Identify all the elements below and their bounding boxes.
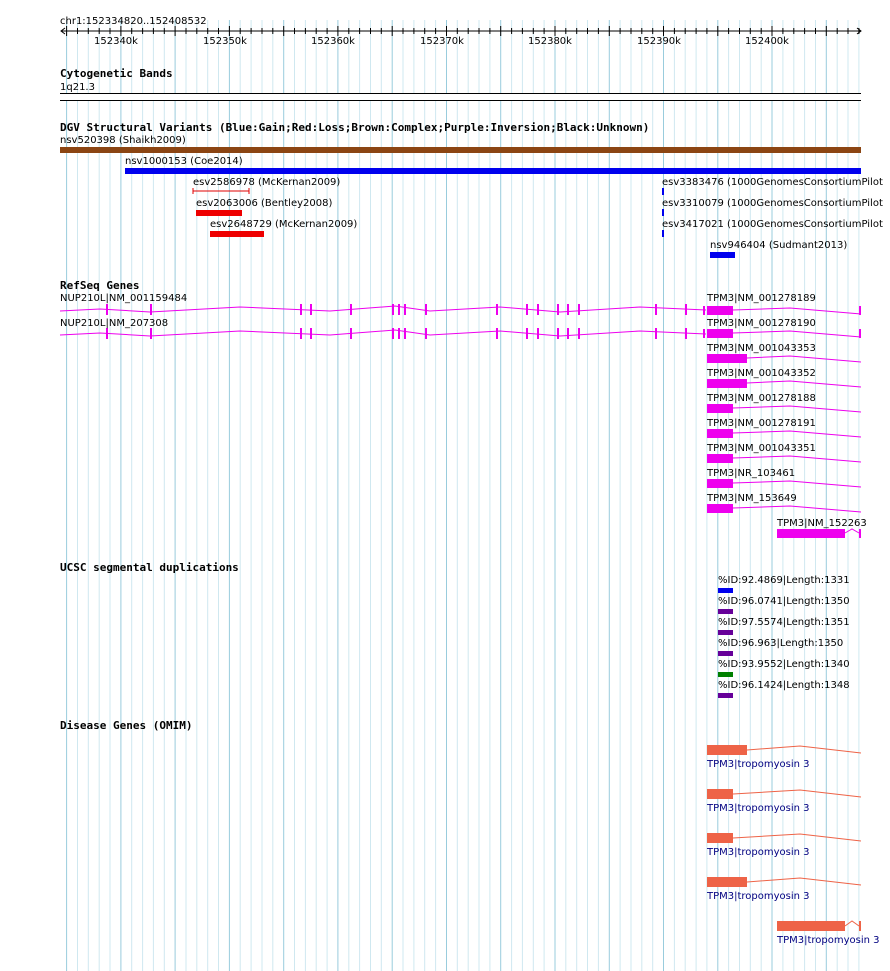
exon (567, 304, 569, 315)
exon (537, 328, 539, 339)
intron-line (733, 308, 861, 314)
variant-bar[interactable] (662, 188, 664, 195)
variant-bar[interactable] (210, 231, 264, 237)
exon (557, 304, 559, 315)
exon (350, 328, 352, 339)
exon (425, 328, 427, 339)
intron-line (733, 331, 861, 337)
intron-line (845, 921, 859, 926)
dgv-track-title: DGV Structural Variants (Blue:Gain;Red:Loss;Brown:Complex;Purple:Inversion;Black:Unknown) (60, 121, 650, 134)
variant-bar[interactable] (196, 210, 242, 216)
exon (392, 304, 394, 315)
exon (707, 479, 733, 488)
segdup-label[interactable]: %ID:96.1424|Length:1348 (718, 680, 850, 691)
gene-label[interactable]: TPM3|NM_001278191 (707, 418, 816, 429)
variant-bar[interactable] (125, 168, 861, 174)
exon (496, 304, 498, 315)
exon (425, 304, 427, 315)
intron-line (747, 878, 861, 885)
exon (707, 877, 747, 887)
exon (707, 504, 733, 513)
exon (404, 328, 406, 339)
cytoband-label[interactable]: 1q21.3 (60, 82, 95, 93)
exon (655, 328, 657, 339)
exon (106, 304, 108, 315)
segdup-label[interactable]: %ID:97.5574|Length:1351 (718, 617, 850, 628)
exon (859, 529, 861, 538)
intron-line (733, 481, 861, 487)
segdup-bar[interactable] (718, 651, 733, 656)
exon (707, 379, 747, 388)
disease-gene-label[interactable]: TPM3|tropomyosin 3 (777, 935, 880, 946)
exon (106, 328, 108, 339)
exon (526, 304, 528, 315)
gene-label[interactable]: TPM3|NM_001043353 (707, 343, 816, 354)
variant-label[interactable]: nsv520398 (Shaikh2009) (60, 135, 186, 146)
segdup-bar[interactable] (718, 588, 733, 593)
exon (859, 306, 861, 315)
coordinate-label: chr1:152334820..152408532 (60, 16, 207, 27)
gene-label[interactable]: TPM3|NM_001278190 (707, 318, 816, 329)
exon (310, 328, 312, 339)
segdup-bar[interactable] (718, 672, 733, 677)
intron-line (733, 456, 861, 462)
cytoband-band[interactable] (60, 93, 861, 101)
exon (392, 328, 394, 339)
exon (703, 306, 705, 315)
gene-label[interactable]: TPM3|NM_001278189 (707, 293, 816, 304)
gene-label[interactable]: TPM3|NM_001043352 (707, 368, 816, 379)
variant-bar[interactable] (710, 252, 735, 258)
intron-line (60, 330, 706, 336)
exon (703, 329, 705, 338)
intron-line (845, 529, 859, 533)
intron-line (747, 746, 861, 753)
gene-label[interactable]: TPM3|NM_001278188 (707, 393, 816, 404)
disease-gene-label[interactable]: TPM3|tropomyosin 3 (707, 847, 810, 858)
exon (578, 328, 580, 339)
variant-label[interactable]: esv2586978 (McKernan2009) (193, 177, 341, 188)
gene-label[interactable]: TPM3|NR_103461 (707, 468, 796, 479)
disease-gene-label[interactable]: TPM3|tropomyosin 3 (707, 803, 810, 814)
variant-bar[interactable] (60, 147, 861, 153)
disease-gene-label[interactable]: TPM3|tropomyosin 3 (707, 759, 810, 770)
ruler-tick-label: 152350k (203, 36, 247, 47)
variant-label[interactable]: esv3417021 (1000GenomesConsortiumPilot (662, 219, 883, 230)
cytoband-track-title: Cytogenetic Bands (60, 67, 173, 80)
segdup-label[interactable]: %ID:96.963|Length:1350 (718, 638, 844, 649)
exon (685, 328, 687, 339)
exon (578, 304, 580, 315)
exon (707, 429, 733, 438)
gene-label[interactable]: TPM3|NM_152263 (777, 518, 867, 529)
exon (707, 329, 733, 338)
omim-track-title: Disease Genes (OMIM) (60, 719, 193, 732)
exon (707, 833, 733, 843)
exon (398, 304, 400, 315)
ruler-tick-label: 152380k (528, 36, 572, 47)
exon (859, 329, 861, 338)
disease-gene-label[interactable]: TPM3|tropomyosin 3 (707, 891, 810, 902)
exon (859, 921, 861, 931)
variant-label[interactable]: nsv1000153 (Coe2014) (125, 156, 243, 167)
exon (685, 304, 687, 315)
intron-line (733, 790, 861, 797)
intron-line (60, 306, 706, 312)
exon (537, 304, 539, 315)
exon (300, 328, 302, 339)
gene-label[interactable]: NUP210L|NM_207308 (60, 318, 169, 329)
intron-line (747, 356, 861, 362)
segdup-label[interactable]: %ID:96.0741|Length:1350 (718, 596, 850, 607)
exon (150, 304, 152, 315)
ruler-tick-label: 152390k (637, 36, 681, 47)
intron-line (747, 381, 861, 387)
exon (707, 454, 733, 463)
intron-line (733, 834, 861, 841)
ruler-tick-label: 152400k (745, 36, 789, 47)
exon (707, 789, 733, 799)
variant-label[interactable]: esv3383476 (1000GenomesConsortiumPilot (662, 177, 883, 188)
gene-label[interactable]: NUP210L|NM_001159484 (60, 293, 188, 304)
exon (496, 328, 498, 339)
exon (350, 304, 352, 315)
intron-line (733, 506, 861, 512)
segdup-bar[interactable] (718, 609, 733, 614)
exon (567, 328, 569, 339)
variant-label[interactable]: nsv946404 (Sudmant2013) (710, 240, 848, 251)
exon (557, 328, 559, 339)
variant-bar[interactable] (662, 209, 664, 216)
refseq-track-title: RefSeq Genes (60, 279, 140, 292)
exon (707, 306, 733, 315)
segdup-label[interactable]: %ID:93.9552|Length:1340 (718, 659, 850, 670)
exon (300, 304, 302, 315)
variant-bar[interactable] (192, 187, 252, 195)
exon (707, 354, 747, 363)
exon (655, 304, 657, 315)
exon (777, 529, 845, 538)
variant-label[interactable]: esv3310079 (1000GenomesConsortiumPilot (662, 198, 883, 209)
exon (526, 328, 528, 339)
exon (310, 304, 312, 315)
ruler-tick-label: 152360k (311, 36, 355, 47)
segdup-bar[interactable] (718, 630, 733, 635)
exon (707, 404, 733, 413)
ruler-tick-label: 152370k (420, 36, 464, 47)
exon (398, 328, 400, 339)
variant-bar[interactable] (662, 230, 664, 237)
segdup-bar[interactable] (718, 693, 733, 698)
exon (707, 745, 747, 755)
ruler-tick-label: 152340k (94, 36, 138, 47)
intron-line (733, 431, 861, 437)
segdup-label[interactable]: %ID:92.4869|Length:1331 (718, 575, 850, 586)
variant-label[interactable]: esv2648729 (McKernan2009) (210, 219, 358, 230)
exon (404, 304, 406, 315)
gene-label[interactable]: TPM3|NM_001043351 (707, 443, 816, 454)
gene-label[interactable]: TPM3|NM_153649 (707, 493, 797, 504)
segdup-track-title: UCSC segmental duplications (60, 561, 239, 574)
exon (777, 921, 845, 931)
variant-label[interactable]: esv2063006 (Bentley2008) (196, 198, 333, 209)
intron-line (733, 406, 861, 412)
exon (150, 328, 152, 339)
